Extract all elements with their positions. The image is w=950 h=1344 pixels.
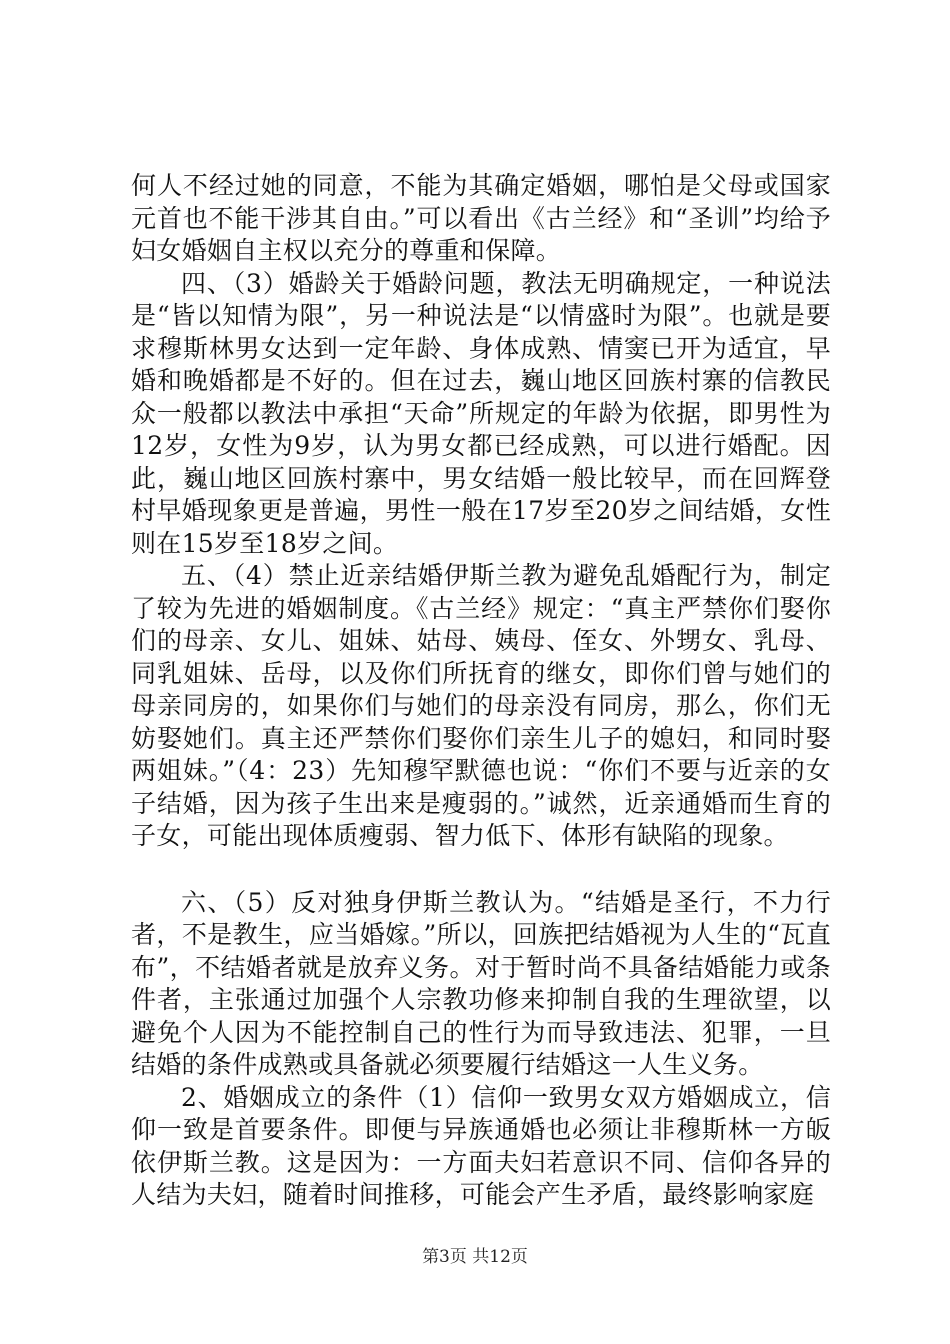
page-number-footer: 第3页 共12页 [422, 1247, 528, 1267]
document-body [131, 170, 831, 1212]
paragraph-against-celibacy: 六、（5）反对独身伊斯兰教认为。“结婚是圣行，不力行者，不是教生，应当婚嫁。”所以，回族把结婚视为人生的“瓦直布”，不结婚者就是放弃义务。对于暂时尚不具备结婚能力或条件者，主张通过加强个人宗教功修来抑制自我的生理欲望，以避免个人因为不能控制自己的性行为而导致违法、犯罪，一旦结婚的条件成熟或具备就必须要履行结婚这一人生义务。 [131, 887, 831, 1079]
paragraph-continuation: 何人不经过她的同意，不能为其确定婚姻，哪怕是父母或国家元首也不能干涉其自由。”可以看出《古兰经》和“圣训”均给予妇女婚姻自主权以充分的尊重和保障。 [131, 171, 831, 265]
paragraph-consanguineous-marriage: 五、（4）禁止近亲结婚伊斯兰教为避免乱婚配行为，制定了较为先进的婚姻制度。《古兰经》规定：“真主严禁你们娶你们的母亲、女儿、姐妹、姑母、姨母、侄女、外甥女、乳母、同乳姐妹、岳母，以及你们所抚育的继女，即你们曾与她们的母亲同房的，如果你们与她们的母亲没有同房，那么，你们无妨娶她们。真主还严禁你们娶你们亲生儿子的媳妇，和同时娶两姐妹。”（4：23）先知穆罕默德也说：“你们不要与近亲的女子结婚，因为孩子生出来是瘦弱的。”诚然，近亲通婚而生育的子女，可能出现体质瘦弱、智力低下、体形有缺陷的现象。 [131, 561, 831, 850]
paragraph-marriage-age: 四、（3）婚龄关于婚龄问题，教法无明确规定，一种说法是“皆以知情为限”，另一种说法是“以情盛时为限”。也就是要求穆斯林男女达到一定年龄、身体成熟、情窦已开为适宜，早婚和晚婚都是不好的。但在过去，巍山地区回族村寨的信教民众一般都以教法中承担“天命”所规定的年龄为依据，即男性为12岁，女性为9岁，认为男女都已经成熟，可以进行婚配。因此，巍山地区回族村寨中，男女结婚一般比较早，而在回辉登村早婚现象更是普遍，男性一般在17岁至20岁之间结婚，女性则在15岁至18岁之间。 [131, 268, 831, 558]
paragraph-marriage-conditions: 2、婚姻成立的条件（1）信仰一致男女双方婚姻成立，信仰一致是首要条件。即便与异族通婚也必须让非穆斯林一方皈依伊斯兰教。这是因为：一方面夫妇若意识不同、信仰各异的人结为夫妇，随着时间推移，可能会产生矛盾，最终影响家庭 [131, 1082, 831, 1209]
